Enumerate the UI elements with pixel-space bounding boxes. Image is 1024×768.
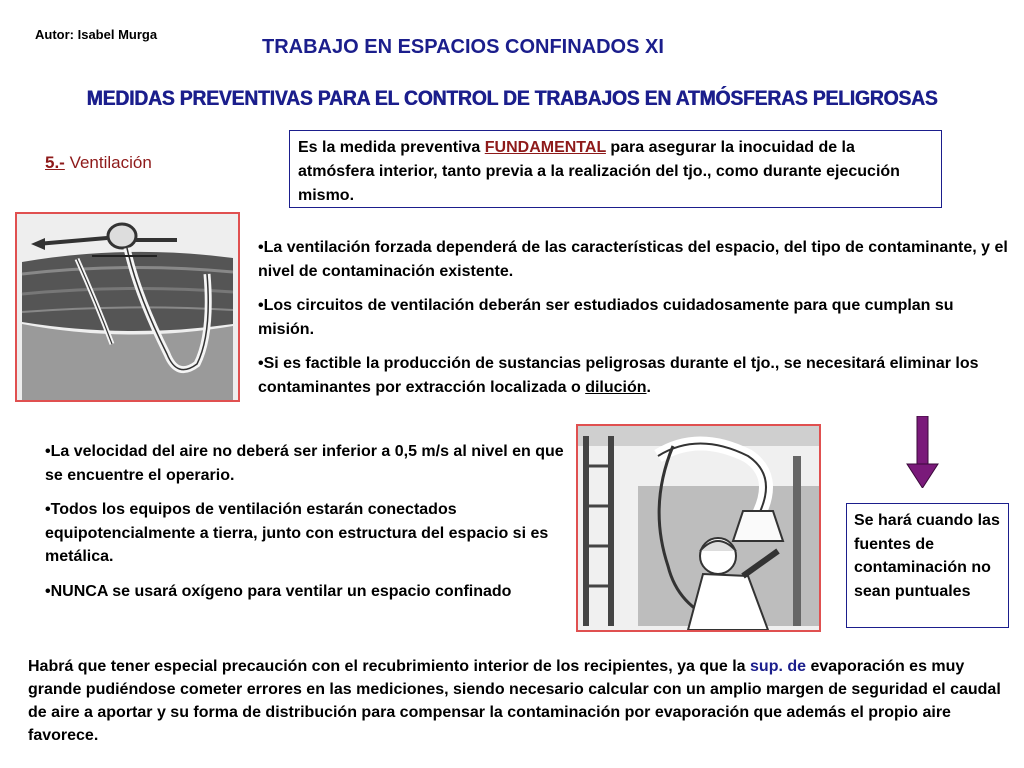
precaution-paragraph xyxy=(28,655,1003,747)
list-item xyxy=(258,352,1013,399)
page-subtitle: MEDIDAS PREVENTIVAS PARA EL CONTROL DE TRABAJOS EN ATMÓSFERAS PELIGROSAS xyxy=(86,87,938,110)
page-title: TRABAJO EN ESPACIOS CONFINADOS XI xyxy=(262,36,664,58)
list-item: •La velocidad del aire no deberá ser inferior a 0,5 m/s al nivel en que se encuentre el operario. xyxy=(45,443,564,484)
fundamental-box xyxy=(289,130,942,208)
list-item: •NUNCA se usará oxígeno para ventilar un espacio confinado xyxy=(45,582,512,600)
bullet-post: . xyxy=(646,378,651,396)
down-arrow-icon xyxy=(905,416,940,488)
tank-ventilation-drawing xyxy=(17,214,238,400)
bullet-underlined-term: dilución xyxy=(585,378,647,396)
paragraph-pre: Habrá que tener especial precaución con el recubrimiento interior de los recipientes, ya que la xyxy=(28,658,751,675)
fundamental-post: para asegurar la inocuidad de la atmósfera interior, tanto previa a la realización del tjo., como durante ejecución mismo. xyxy=(298,139,900,204)
fundamental-pre: Es la medida preventiva xyxy=(298,139,485,156)
ventilation-bullets-top xyxy=(258,236,1013,410)
ventilation-illustration xyxy=(15,212,240,402)
section-heading xyxy=(45,153,152,173)
ventilation-bullets-bottom xyxy=(45,440,565,614)
dilution-note-box: Se hará cuando las fuentes de contaminación no sean puntuales xyxy=(846,503,1009,628)
section-number: 5.- xyxy=(45,153,65,172)
section-label: Ventilación xyxy=(69,153,152,172)
list-item: •Todos los equipos de ventilación estarán conectados equipotencialmente a tierra, junto con estructura del espacio si es metálica. xyxy=(45,501,549,565)
bullet-pre: •Si es factible la producción de sustancias peligrosas durante el tjo., se necesitará eliminar los contaminantes por extracción localizada o xyxy=(258,355,979,396)
author-label: Autor: Isabel Murga xyxy=(35,27,158,42)
worker-extraction-drawing xyxy=(578,426,819,630)
paragraph-highlight: sup. de xyxy=(750,658,807,675)
list-item: •La ventilación forzada dependerá de las características del espacio, del tipo de contaminante, y el nivel de contaminación existente. xyxy=(258,239,1008,280)
paragraph-post: evaporación es muy grande pudiéndose cometer errores en las mediciones, siendo necesario calcular con un amplio margen de seguridad el caudal de aire a aportar y su forma de distribución para compensar la contaminación por evaporación que además el propio aire favorece. xyxy=(28,658,1001,744)
list-item: •Los circuitos de ventilación deberán ser estudiados cuidadosamente para que cumplan su misión. xyxy=(258,297,954,338)
worker-illustration xyxy=(576,424,821,632)
fundamental-emphasis: FUNDAMENTAL xyxy=(484,139,606,156)
